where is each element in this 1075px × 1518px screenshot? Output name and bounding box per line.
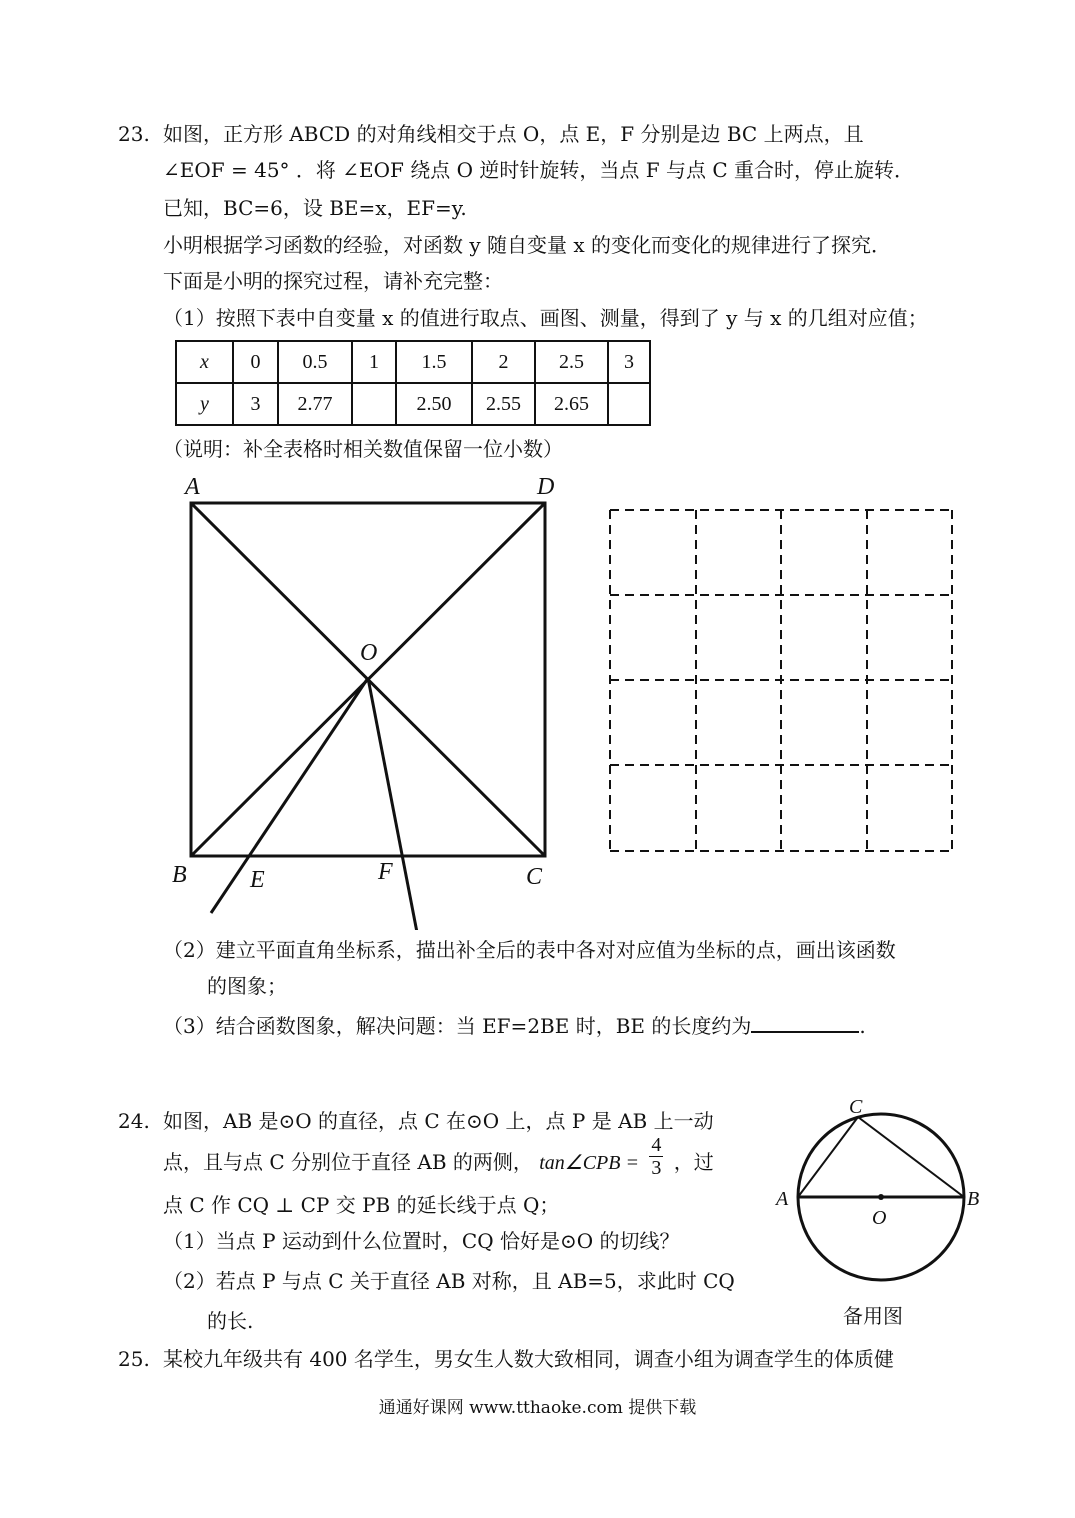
- label-o-circle: O: [872, 1207, 887, 1229]
- q23-line2: ∠EOF = 45° ．将 ∠EOF 绕点 O 逆时针旋转，当点 F 与点 C 重合时，停止旋转．: [163, 158, 914, 182]
- table-cell: 1: [352, 341, 396, 383]
- label-f: F: [378, 859, 393, 885]
- label-o: O: [360, 640, 378, 666]
- page-footer: 通通好课网 www.tthaoke.com 提供下载: [378, 1398, 697, 1418]
- table-cell: 3: [233, 383, 278, 425]
- fraction-denominator: 3: [651, 1157, 662, 1179]
- center-point: [878, 1194, 884, 1200]
- q24-line1: 如图，AB 是⊙O 的直径，点 C 在⊙O 上，点 P 是 AB 上一动: [163, 1109, 714, 1133]
- q24-line3: 点 C 作 CQ ⊥ CP 交 PB 的延长线于点 Q；: [163, 1193, 560, 1217]
- q24-part1: （1）当点 P 运动到什么位置时，CQ 恰好是⊙O 的切线？: [163, 1229, 680, 1253]
- q24-line2: [163, 1134, 714, 1179]
- table-cell: y: [176, 383, 233, 425]
- q25-line1: 某校九年级共有 400 名学生，男女生人数大致相同，调查小组为调查学生的体质健: [163, 1347, 894, 1371]
- fraction-4-3: [649, 1134, 663, 1179]
- xy-value-table: [175, 340, 651, 426]
- q25-number: 25.: [118, 1347, 150, 1371]
- q23-part2-a: （2）建立平面直角坐标系，描出补全后的表中各对对应值为坐标的点，画出该函数: [163, 938, 896, 962]
- q24-number: 24.: [118, 1109, 150, 1133]
- q23-line1: 如图，正方形 ABCD 的对角线相交于点 O，点 E，F 分别是边 BC 上两点，且: [163, 122, 864, 146]
- q23-note: （说明：补全表格时相关数值保留一位小数）: [163, 437, 563, 461]
- label-a: A: [185, 474, 200, 500]
- q23-part3-text: （3）结合函数图象，解决问题：当 EF=2BE 时，BE 的长度约为: [163, 1014, 752, 1038]
- table-row: [176, 383, 650, 425]
- q23-part3: [163, 1011, 866, 1039]
- dashed-grid: [605, 505, 955, 855]
- table-cell: 0: [233, 341, 278, 383]
- table-cell: 2.77: [278, 383, 352, 425]
- table-cell: 2.65: [535, 383, 608, 425]
- q24-line2-a: 点，且与点 C 分别位于直径 AB 的两侧，: [163, 1150, 533, 1174]
- label-e: E: [250, 867, 265, 893]
- q23-line3: 已知，BC=6，设 BE=x，EF=y.: [163, 196, 467, 220]
- ray-oe: [211, 678, 368, 913]
- square-figure: [160, 470, 580, 930]
- q24-part2-a: （2）若点 P 与点 C 关于直径 AB 对称，且 AB=5，求此时 CQ: [163, 1269, 735, 1293]
- fraction-numerator: 4: [651, 1134, 662, 1156]
- figure-caption: 备用图: [843, 1304, 903, 1328]
- q23-line4: 小明根据学习函数的经验，对函数 y 随自变量 x 的变化而变化的规律进行了探究．: [163, 233, 892, 257]
- tan-expression: tan∠CPB =: [539, 1152, 639, 1174]
- q23-part2-b: 的图象；: [207, 974, 287, 998]
- label-b: B: [172, 862, 187, 888]
- q23-part1: （1）按照下表中自变量 x 的值进行取点、画图、测量，得到了 y 与 x 的几组对应值；: [163, 306, 928, 330]
- q23-line5: 下面是小明的探究过程，请补充完整：: [163, 269, 503, 293]
- answer-blank[interactable]: [751, 1011, 859, 1033]
- label-b-circle: B: [967, 1188, 980, 1210]
- table-cell: 2.55: [472, 383, 535, 425]
- table-cell: [608, 383, 650, 425]
- chord-cb: [858, 1117, 964, 1197]
- table-cell: 2: [472, 341, 535, 383]
- q23-part3-end: .: [859, 1014, 866, 1038]
- q23-number: 23.: [118, 122, 150, 146]
- table-cell: 2.5: [535, 341, 608, 383]
- table-cell: 3: [608, 341, 650, 383]
- q24-line2-b: ，过: [673, 1150, 714, 1174]
- ray-of: [368, 678, 420, 930]
- label-a-circle: A: [776, 1188, 789, 1210]
- table-cell: x: [176, 341, 233, 383]
- q24-part2-b: 的长.: [207, 1309, 254, 1333]
- table-row: [176, 341, 650, 383]
- label-c-circle: C: [849, 1096, 863, 1118]
- circle-figure: [770, 1090, 1000, 1330]
- table-cell: 0.5: [278, 341, 352, 383]
- label-c: C: [526, 864, 543, 890]
- table-cell: 1.5: [396, 341, 472, 383]
- table-cell: [352, 383, 396, 425]
- label-d: D: [537, 474, 555, 500]
- table-cell: 2.50: [396, 383, 472, 425]
